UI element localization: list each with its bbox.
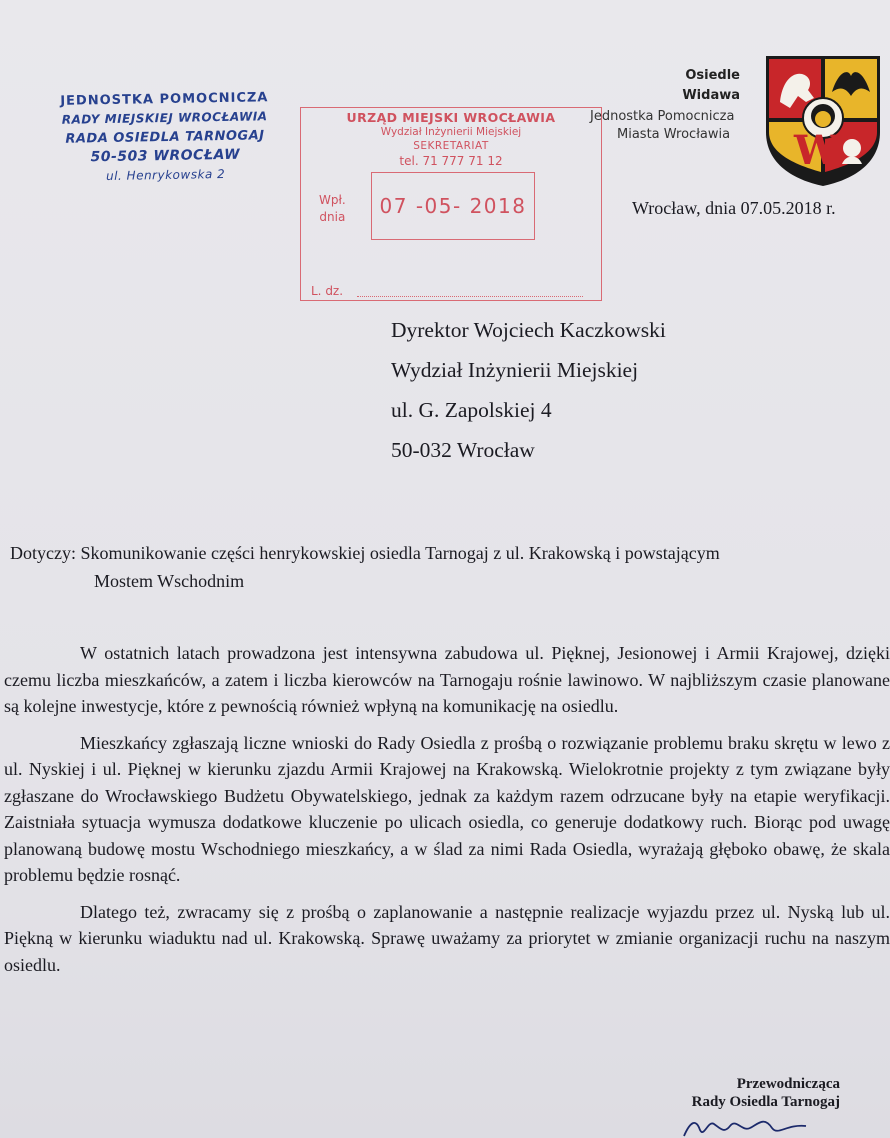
stamp-phone: tel. 71 777 71 12 [399, 154, 503, 168]
sender-line-4: 50-503 WROCŁAW [90, 146, 241, 166]
osiedle-line-2: Widawa [682, 88, 740, 103]
sender-line-3: RADA OSIEDLA TARNOGAJ [65, 128, 265, 147]
sender-line-1: JEDNOSTKA POMOCNICZA [60, 90, 269, 109]
subject [10, 539, 880, 595]
recipient-line: Dyrektor Wojciech Kaczkowski [391, 318, 666, 342]
recipient-line: Wydział Inżynierii Miejskiej [391, 358, 639, 382]
svg-text:W: W [794, 127, 839, 174]
recipient-address [391, 310, 666, 470]
letter-date: Wrocław, dnia 07.05.2018 r. [632, 198, 836, 218]
recipient-line: ul. G. Zapolskiej 4 [391, 398, 552, 422]
handwritten-signature [680, 1112, 810, 1138]
stamp-department: Wydział Inżynierii Miejskiej [380, 126, 522, 138]
sender-line-5: ul. Henrykowska 2 [105, 166, 226, 184]
wroclaw-coat-of-arms-icon [762, 52, 884, 188]
recipient-line: 50-032 Wrocław [391, 438, 535, 462]
letter-body [4, 640, 890, 988]
body-paragraph: Mieszkańcy zgłaszają liczne wnioski do Rady Osiedla z prośbą o rozwiązanie problemu braku skrętu w lewo z ul. Nyskiej i ul. Pięknej w kierunku zjazdu Armii Krajowej na Krakowską. Wielokrotnie projekty z tym związane były zgłaszane do Wrocławskiego Budżetu Obywatelskiego, jednak za każdym razem odrzucane były na etapie weryfikacji. Zaistniała sytuacja wymusza dodatkowe kluczenie po ulicach osiedla, co generuje dodatkowy ruch. Biorąc pod uwagę planowaną budowę mostu Wschodniego mieszkańcy, a w ślad za nimi Rada Osiedla, wyrażają głęboko obawę, że skala problemu będzie rosnąć. [4, 732, 890, 885]
stamp-ref-dotted-line [357, 296, 583, 297]
registry-stamp [300, 107, 602, 301]
unit-prefix-text: Jednostka Pomocnicza [590, 109, 735, 124]
osiedle-line-1: Osiedle [685, 68, 740, 83]
subject-line-1: Dotyczy: Skomunikowanie części henrykowskiej osiedla Tarnogaj z ul. Krakowską i powstającym [10, 543, 720, 563]
stamp-received-date: 07 -05- 2018 [371, 172, 535, 240]
body-paragraph: W ostatnich latach prowadzona jest intensywna zabudowa ul. Pięknej, Jesionowej i Armii Krajowej, dzięki czemu liczba mieszkańców, a zatem i liczba kierowców na Tarnogaju rośnie lawinowo. W najbliższym czasie planowane są kolejne inwestycje, które z pewnością również wpłyną na komunikację na osiedlu. [4, 643, 890, 716]
body-paragraph: Dlatego też, zwracamy się z prośbą o zaplanowanie a następnie realizacje wyjazdu przez ul. Nyską lub ul. Piękną w kierunku wiaduktu nad ul. Krakowską. Sprawę uważamy za priorytet w zmianie organizacji ruchu na naszym osiedlu. [4, 901, 890, 975]
signature-title-2: Rady Osiedla Tarnogaj [691, 1094, 840, 1110]
sender-stamp [39, 88, 291, 187]
sender-line-2: RADY MIEJSKIEJ WROCŁAWIA [61, 109, 268, 127]
unit-prefix [590, 107, 734, 127]
stamp-office: URZĄD MIEJSKI WROCŁAWIA [346, 110, 556, 125]
stamp-received-label [319, 192, 346, 226]
unit-city: Miasta Wrocławia [617, 127, 731, 142]
stamp-section: SEKRETARIAT [413, 140, 489, 152]
osiedle-heading [650, 66, 740, 106]
stamp-received-label-2: dnia [319, 210, 346, 224]
signature-block [640, 1075, 840, 1111]
subject-line-2: Mostem Wschodnim [94, 571, 245, 591]
stamp-received-label-1: Wpł. [319, 193, 346, 207]
signature-title-1: Przewodnicząca [736, 1076, 840, 1092]
stamp-ref-label: L. dz. [311, 284, 344, 298]
